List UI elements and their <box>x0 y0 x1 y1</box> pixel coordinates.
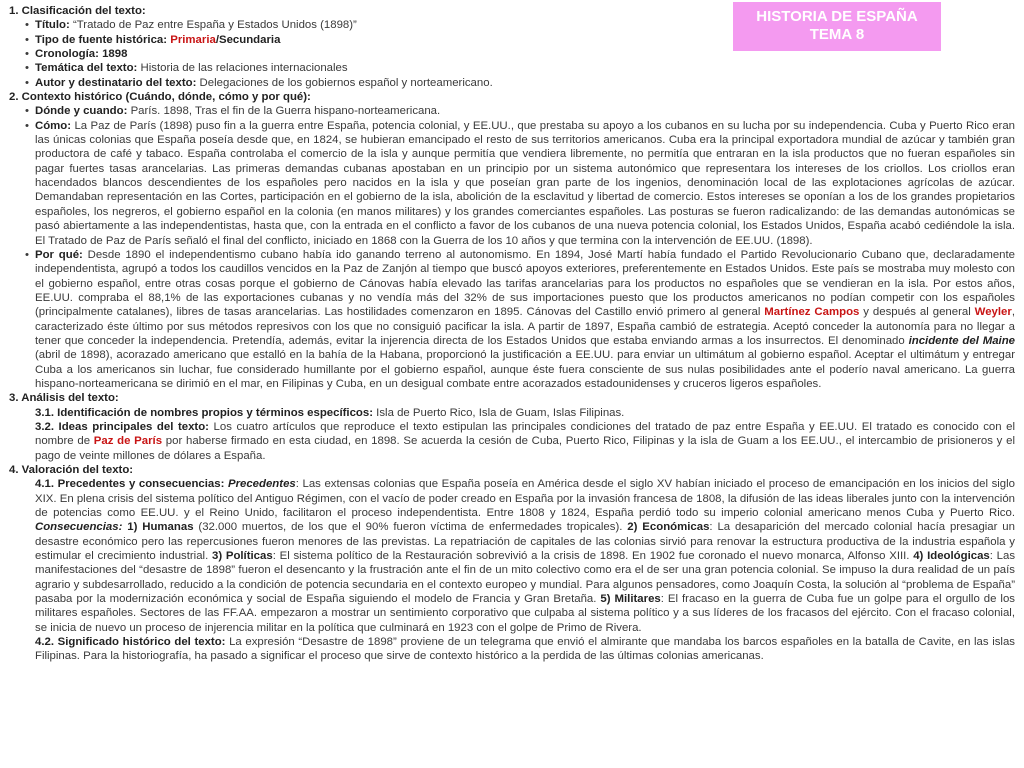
bullet-icon: • <box>25 48 29 61</box>
autor-label: Autor y destinatario del texto: <box>35 76 197 89</box>
precedentes-label: Precedentes <box>227 478 296 491</box>
paz-de-paris: Paz de París <box>93 435 163 448</box>
donde-label: Dónde y cuando: <box>35 105 128 118</box>
como-item <box>9 119 1015 248</box>
section-3-2-text-b: por haberse firmado en esta ciudad, en 1898. Se acuerda la cesión de Cuba, Puerto Rico, Filipinas y la isla de Guam a los EE.UU., el intercambio de prisioneros y el pago de veinte millones de dólares a España. <box>35 435 1015 462</box>
titulo-value: “Tratado de Paz entre España y Estados Unidos (1898)” <box>69 19 357 32</box>
politicas-text: : El sistema político de la Restauración sobrevivió a la crisis de 1898. En 1902 fue coronado el nuevo monarca, Alfonso XIII. <box>272 550 914 563</box>
donde-item <box>9 104 1015 118</box>
militares-label: 5) Militares <box>600 593 661 606</box>
porque-text-c: , caracterizado éste último por sus métodos represivos con los que no consiguió pacificar la isla. A partir de 1897, España cambió de estrategia. Aceptó conceder la autonomía para no llegar a tener que conceder la independencia. Pretendía, además, evitar la injerencia directa de los Estados Unidos que estaba enviando armas a los insurrectos. El denominado <box>35 306 1015 347</box>
document-body <box>9 4 1015 664</box>
weyler: Weyler <box>974 306 1012 319</box>
porque-item <box>9 248 1015 391</box>
politicas-label: 3) Políticas <box>211 550 273 563</box>
section-4-2 <box>9 635 1015 664</box>
porque-label: Por qué: <box>35 248 83 261</box>
militares-text: : El fracaso en la guerra de Cuba fue un golpe para el orgullo de los militares españoles. Sectores de las FF.AA. empezaron a mostrar un sentimiento corporativo que culpaba al sistema político y a sus líderes de los fracasos del ejército. Con el fracaso colonial, se inicia de nuevo un proceso de injerencia militar en la política que culminará en 1923 con el golpe de Primo de Rivera. <box>35 593 1015 634</box>
section-4-2-label: 4.2. Significado histórico del texto: <box>35 636 226 649</box>
como-label: Cómo: <box>35 119 72 132</box>
como-value: La Paz de París (1898) puso fin a la guerra entre España, potencia colonial, y EE.UU., que prestaba su apoyo a los cubanos en su lucha por su independencia. Cuba y Puerto Rico eran las únicas colonias que España poseía desde que, en 1824, se hubieran emancipado el resto de sus territorios americanos. Cuba era la principal exportadora mundial de azúcar y también gran productora de café y tabaco. España controlaba el comercio de la isla y aunque permitía que vendiera libremente, no permitía que entraran en la isla productos que no fueran españoles sin pagar fuertes tasas arancelarias. Las primeras demandas cubanas apostaban en un principio por un sistema autonómico que representara los intereses de los criollos. Los criollos eran hacendados blancos descendientes de los españoles pero nacidos en la isla y que poseían gran parte de los ingenios, denominación local de las explotaciones agrícolas de azúcar. Demandaban representación en las Cortes, participación en el gobierno de la isla, abolición de la esclavitud y libertad de comercio. Estos intereses se oponían a los de los grandes propietarios españoles, los negreros, el gobierno español en la colonia (en manos militares) y los grandes comerciantes españoles. Las posturas se fueron radicalizando: de las demandas autonómicas se pasó abiertamente a las independentistas, hasta que, con la entrada en el conflicto a favor de los cubanos de una nueva potencia colonial, los Estados Unidos, España acabó cediéndole la isla. El Tratado de Paz de París señaló el final del conflicto, iniciado en 1868 con la Guerra de los 10 años y que termina con la intervención de EE.UU. (1898). <box>35 119 1015 247</box>
badge-topic: TEMA 8 <box>809 26 865 43</box>
tematica-item <box>9 61 1015 75</box>
titulo-item <box>9 18 1015 32</box>
section-1-heading: 1. Clasificación del texto: <box>9 5 146 17</box>
bullet-icon: • <box>25 19 29 32</box>
tipo-label: Tipo de fuente histórica: <box>35 33 171 46</box>
economicas-text: : La desaparición del mercado colonial hacía presagiar un desastre económico pero las repercusiones fueron menores de las previstas. La repatriación de capitales de las colonias sirvió para renovar la estructura productiva de la industria española y estimular el crecimiento industrial. <box>35 521 1015 563</box>
section-2-heading: 2. Contexto histórico (Cuándo, dónde, cómo y por qué): <box>9 91 311 104</box>
section-3-2 <box>9 420 1015 463</box>
bullet-icon: • <box>25 62 29 75</box>
bullet-icon: • <box>25 76 29 89</box>
tematica-label: Temática del texto: <box>35 62 138 75</box>
tipo-rest: /Secundaria <box>215 33 281 46</box>
section-3-2-label: 3.2. Ideas principales del texto: <box>35 420 209 433</box>
bullet-icon: • <box>25 248 29 261</box>
autor-item <box>9 76 1015 90</box>
tipo-primaria: Primaria <box>170 33 216 46</box>
section-3-1-value: Isla de Puerto Rico, Isla de Guam, Islas Filipinas. <box>373 406 625 419</box>
donde-value: París. 1898, Tras el fin de la Guerra hispano-norteamericana. <box>127 105 441 118</box>
humanas-text: (32.000 muertos, de los que el 90% fueron víctima de enfermedades tropicales). <box>193 521 628 534</box>
section-4-2-value: La expresión “Desastre de 1898” proviene de un telegrama que envió el almirante que mandaba los barcos españoles en la batalla de Cavite, en las islas Filipinas. Para la historiografía, ha pasado a significar el proceso que sirve de contexto histórico a la perdida de las últimas colonias americanas. <box>35 636 1015 663</box>
precedentes-text: : Las extensas colonias que España poseía en América desde el siglo XV habían iniciado el proceso de emancipación en los inicios del siglo XIX. En plena crisis del sistema político del Antiguo Régimen, con el vacío de poder creado en España por la invasión francesa de 1808, la difusión de las ideas liberales junto con la intervención de potencias como EE.UU. y el Reino Unido, facilitaron el proceso independentista. Entre 1808 y 1824, España perdió todo su imperio colonial americano menos Cuba y Puerto Rico. <box>35 478 1016 520</box>
section-4-1-label: 4.1. Precedentes y consecuencias: <box>35 478 225 491</box>
badge-title: HISTORIA DE ESPAÑA <box>756 8 918 25</box>
ideologicas-label: 4) Ideológicas <box>913 550 990 563</box>
cronologia-item <box>9 47 1015 61</box>
bullet-icon: • <box>25 33 29 46</box>
section-3-1-label: 3.1. Identificación de nombres propios y términos específicos: <box>35 406 374 419</box>
economicas-label: 2) Económicas <box>627 521 710 534</box>
porque-text-d: (abril de 1898), acorazado americano que estalló en la bahía de la Habana, proporcionó la justificación a EE.UU. para enviar un ultimátum al gobierno español. Aceptar el ultimátum y entregar Cuba a los americanos sin luchar, fue considerado humillante por el gobierno español, aunque éste fuera consciente de sus nulas posibilidades ante el poderío naval americano. La guerra hispano-norteamericana se dirimió en el mar, en Filipinas y Cuba, en un desigual combate entre acorazados estadounidenses y cruceros ligeros españoles. <box>35 349 1015 390</box>
autor-value: Delegaciones de los gobiernos español y norteamericano. <box>196 76 493 89</box>
tipo-item <box>9 33 1015 47</box>
bullet-icon: • <box>25 119 29 132</box>
cronologia-text: Cronología: 1898 <box>35 48 128 61</box>
section-4-1 <box>9 477 1015 635</box>
porque-text-a: Desde 1890 el independentismo cubano había ido ganando terreno al autonomismo. En 1894, José Martí había fundado el Partido Revolucionario Cubano que, declaradamente independentista, agrupó a todos los caudillos vencidos en la Paz de Zanjón al tiempo que buscó apoyos exteriores, preferentemente en Estados Unidos. Este país se mostraba muy molesto con el gobierno español, entre otras cosas porque el gobierno de Cánovas había elevado las tarifas arancelarias para los productos no españoles que se vendieran en la isla. Por estos años, EE.UU. compraba el 88,1% de las exportaciones cubanas y no vendía más del 32% de sus importaciones puesto que los productos americanos no podían competir con los españoles (principalmente catalanes), libres de tasas arancelarias. Las hostilidades comenzaron en 1895. Cánovas del Castillo envió primero al general <box>35 248 1015 319</box>
humanas-label: 1) Humanas <box>122 521 194 534</box>
porque-text-b: y después al general <box>859 306 975 319</box>
bullet-icon: • <box>25 105 29 118</box>
section-3-2-text-a: Los cuatro artículos que reproduce el texto estipulan las principales condiciones del tratado de paz entre España y EE.UU. El tratado es conocido con el nombre de <box>35 420 1015 448</box>
section-3-1 <box>9 406 1015 420</box>
martinez-campos: Martínez Campos <box>764 306 860 319</box>
titulo-label: Título: <box>35 19 70 32</box>
tematica-value: Historia de las relaciones internacionales <box>137 62 348 75</box>
section-4-heading: 4. Valoración del texto: <box>9 464 134 476</box>
ideologicas-text: : Las manifestaciones del “desastre de 1898” fueron el desencanto y la frustración ante el fin de un mito colectivo como era el de ser una gran potencia colonial. Se impuso la dura realidad de un país agrario y subdesarrollado, reducido a la condición de potencia secundaria en el contexto europeo y mundial. Para algunos pensadores, como Joaquín Costa, la solución al “problema de España” pasaba por la modernización económica y social de España siguiendo el modelo de Francia y Gran Bretaña. <box>35 550 1016 606</box>
incidente-maine: incidente del Maine <box>908 334 1015 347</box>
section-3-heading: 3. Análisis del texto: <box>9 392 119 405</box>
consecuencias-label: Consecuencias: <box>35 521 123 534</box>
